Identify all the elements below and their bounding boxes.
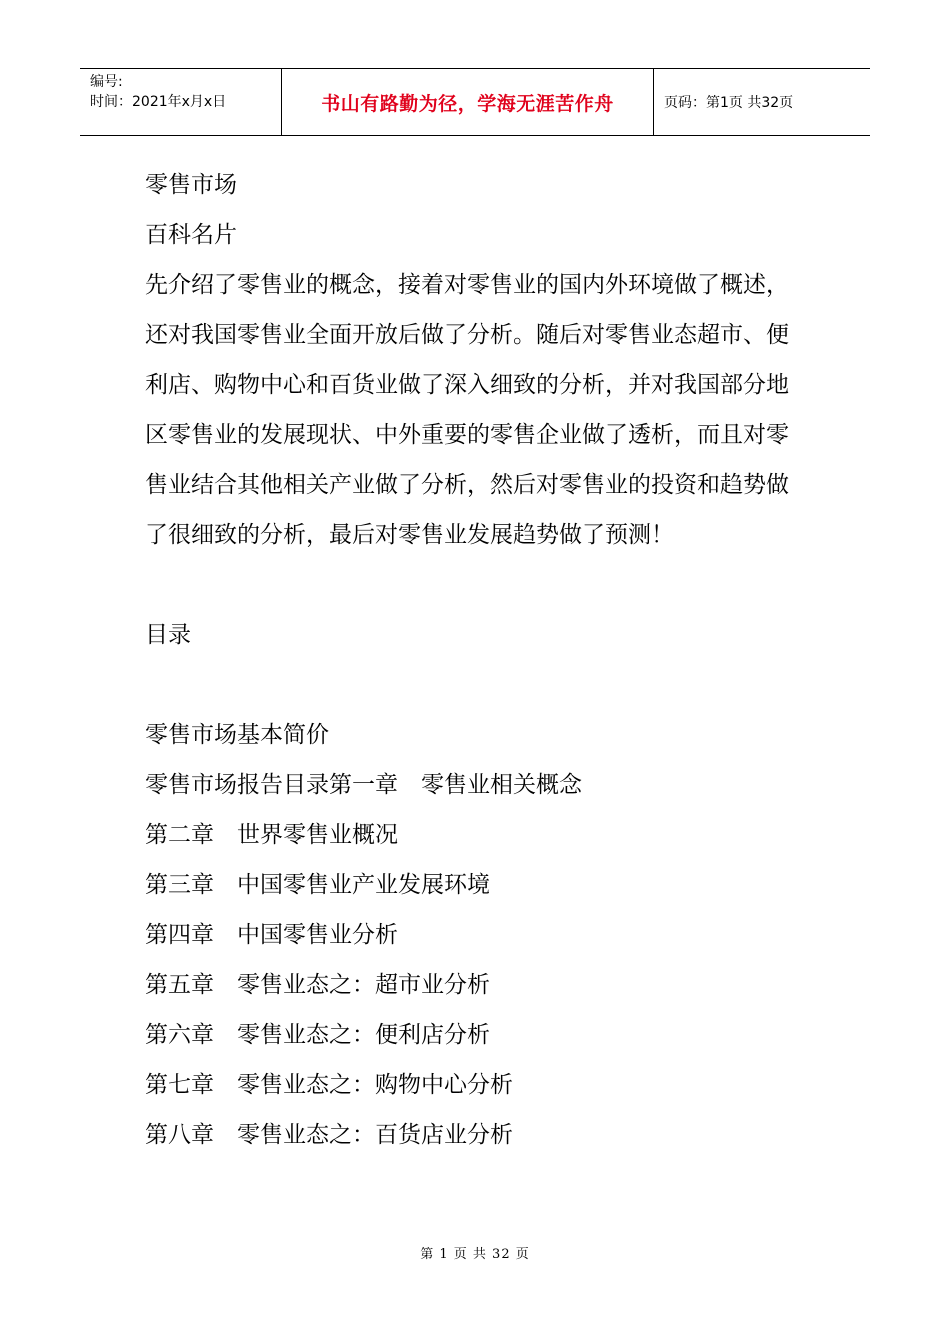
document-time-label: 时间：2021年x月x日 bbox=[90, 94, 227, 110]
toc-item: 零售市场报告目录第一章 零售业相关概念 bbox=[145, 772, 582, 798]
header-meta-cell bbox=[80, 69, 282, 135]
document-title: 零售市场 bbox=[145, 172, 237, 198]
toc-item: 第七章 零售业态之：购物中心分析 bbox=[145, 1072, 513, 1098]
page-footer: 第 1 页 共 32 页 bbox=[420, 1247, 530, 1262]
document-body bbox=[145, 160, 810, 1160]
toc-item: 第四章 中国零售业分析 bbox=[145, 922, 398, 948]
toc-item: 第六章 零售业态之：便利店分析 bbox=[145, 1022, 490, 1048]
header-page-info: 页码：第1页 共32页 bbox=[664, 95, 794, 111]
toc-list bbox=[145, 710, 810, 1160]
page-header bbox=[80, 68, 870, 136]
intro-paragraph: 先介绍了零售业的概念，接着对零售业的国内外环境做了概述，还对我国零售业全面开放后做了分析。随后对零售业态超市、便利店、购物中心和百货业做了深入细致的分析，并对我国部分地区零售业的发展现状、中外重要的零售企业做了透析，而且对零售业结合其他相关产业做了分析，然后对零售业的投资和趋势做了很细致的分析，最后对零售业发展趋势做了预测！ bbox=[145, 272, 789, 548]
header-motto: 书山有路勤为径，学海无涯苦作舟 bbox=[282, 69, 654, 135]
document-subtitle: 百科名片 bbox=[145, 222, 237, 248]
toc-item: 第五章 零售业态之：超市业分析 bbox=[145, 972, 490, 998]
spacer bbox=[145, 560, 810, 610]
toc-item: 第二章 世界零售业概况 bbox=[145, 822, 398, 848]
toc-item: 第三章 中国零售业产业发展环境 bbox=[145, 872, 490, 898]
toc-heading: 目录 bbox=[145, 622, 191, 648]
document-number-label: 编号: bbox=[90, 74, 123, 90]
spacer bbox=[145, 660, 810, 710]
toc-item: 零售市场基本简价 bbox=[145, 722, 329, 748]
toc-item: 第八章 零售业态之：百货店业分析 bbox=[145, 1122, 513, 1148]
